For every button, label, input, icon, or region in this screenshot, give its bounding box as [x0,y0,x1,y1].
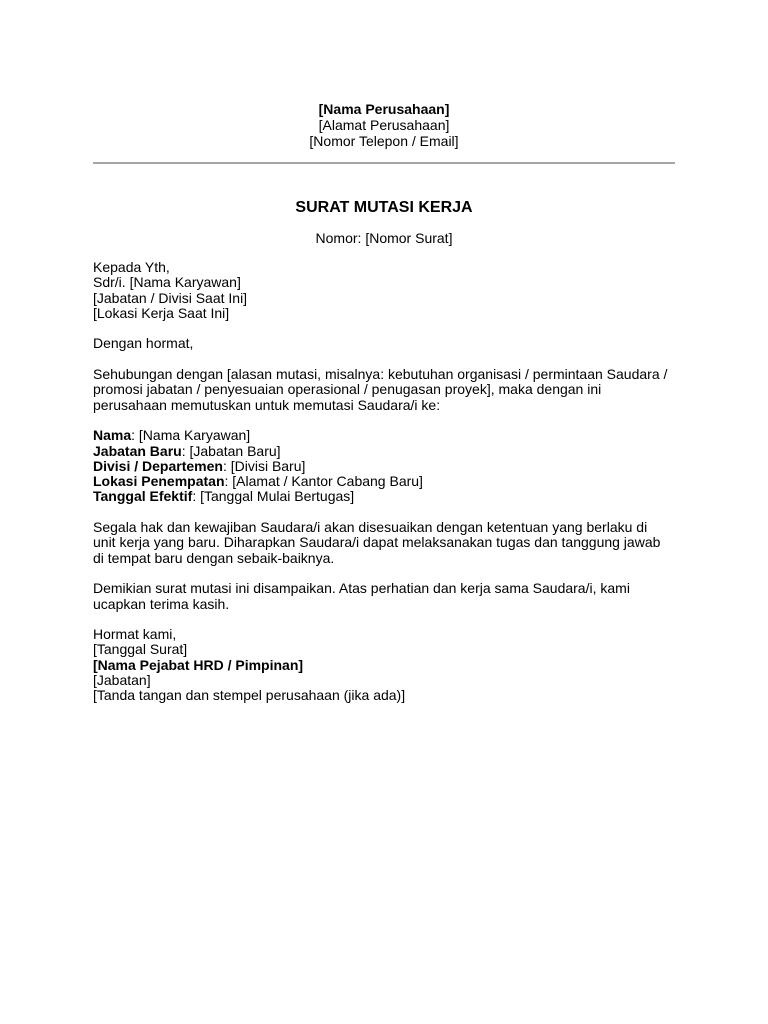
detail-label: Tanggal Efektif [93,488,193,505]
detail-label: Jabatan Baru [93,442,182,459]
mutation-details [93,428,683,504]
company-name: [Nama Perusahaan] [318,101,450,117]
letter-body [93,260,683,719]
detail-row-location [93,474,683,489]
closing-line: Demikian surat mutasi ini disampaikan. Atas perhatian dan kerja sama Saudara/i, kami [93,580,630,597]
header-divider [93,162,675,164]
company-address: [Alamat Perusahaan] [318,117,450,133]
recipient-location: [Lokasi Kerja Saat Ini] [93,304,230,321]
detail-row-division [93,459,683,474]
signature-official-title: [Jabatan] [93,672,151,689]
closing-paragraph [93,581,683,612]
detail-label: Lokasi Penempatan [93,473,225,490]
detail-value: : [Nama Karyawan] [131,427,251,444]
recipient-to: Kepada Yth, [93,259,170,275]
detail-row-effective-date [93,489,683,504]
intro-line: promosi jabatan / penyesuaian operasional / penugasan proyek], maka dengan ini [93,381,602,398]
detail-value: : [Jabatan Baru] [181,442,281,459]
greeting: Dengan hormat, [93,335,194,352]
company-contact: [Nomor Telepon / Email] [309,133,459,149]
signature-date: [Tanggal Surat] [93,641,188,658]
signature-block [93,627,683,703]
letter-title: SURAT MUTASI KERJA [295,199,473,216]
detail-label: Divisi / Departemen [93,457,223,474]
recipient-name: Sdr/i. [Nama Karyawan] [93,274,241,291]
rights-line: Segala hak dan kewajiban Saudara/i akan disesuaikan dengan ketentuan yang berlaku di [93,519,648,536]
intro-paragraph [93,367,683,413]
rights-line: di tempat baru dengan sebaik-baiknya. [93,549,335,566]
detail-value: : [Tanggal Mulai Bertugas] [192,488,355,505]
closing-line: ucapkan terima kasih. [93,595,230,612]
intro-line: perusahaan memutuskan untuk memutasi Saudara/i ke: [93,396,441,413]
detail-row-name [93,428,683,443]
rights-paragraph [93,520,683,566]
signature-official-name: [Nama Pejabat HRD / Pimpinan] [93,656,304,673]
signature-seal-note: [Tanda tangan dan stempel perusahaan (jika ada)] [93,687,406,704]
intro-line: Sehubungan dengan [alasan mutasi, misalnya: kebutuhan organisasi / permintaan Saudara / [93,366,668,383]
detail-label: Nama [93,427,132,444]
detail-row-position [93,444,683,459]
recipient-block [93,260,683,321]
detail-value: : [Divisi Baru] [222,457,306,474]
rights-line: unit kerja yang baru. Diharapkan Saudara/i dapat melaksanakan tugas dan tanggung jawab [93,534,661,551]
signature-regards: Hormat kami, [93,626,177,643]
letterhead [0,101,768,149]
recipient-position: [Jabatan / Divisi Saat Ini] [93,289,248,306]
detail-value: : [Alamat / Kantor Cabang Baru] [224,473,423,490]
letter-number: Nomor: [Nomor Surat] [315,230,453,246]
